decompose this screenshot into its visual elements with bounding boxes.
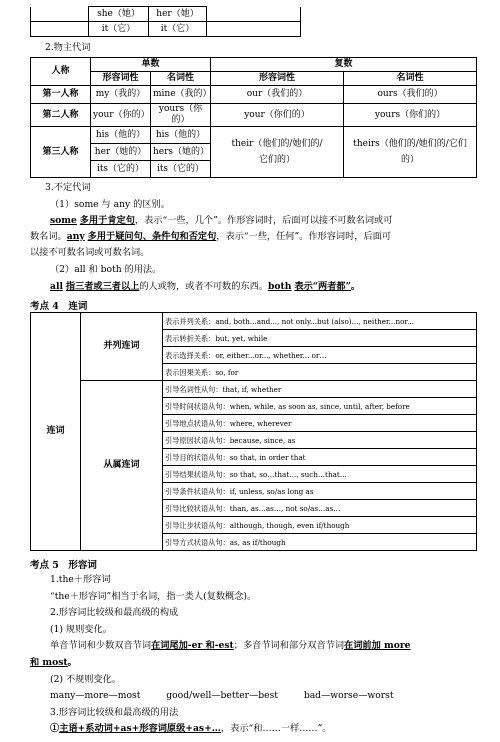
emphasis: 主语+系动词+as+形容词原级+as+… [59,723,221,734]
paragraph [50,689,480,702]
possessive-pronoun-table [30,57,477,178]
cell: its（它的） [91,161,151,178]
conj-row: 引导原因状语从句：because, since, as [163,432,477,449]
section-title: 2.物主代词 [45,42,91,53]
cell: our（我们的） [211,86,344,104]
cell: ours（我们的） [344,86,477,104]
conj-row: 引导让步状语从句：although, though, even if/though [163,517,477,534]
pronoun-table-fragment [30,6,301,37]
header-singular: 单数 [91,58,211,72]
paragraph [50,722,480,735]
cell: her（她） [149,7,207,22]
header-adj: 形容词性 [211,72,344,86]
cell: her（她的） [91,144,151,161]
cell-line: 它们的） [259,155,296,165]
paragraph [50,639,480,652]
conj-row: 表示并列关系：and, both...and..., not only...but (also)..., neither...nor... [163,313,477,330]
cell: his（他的） [151,127,211,144]
emphasis: 和 most [30,657,68,668]
conj-row: 引导名词性从句：that, if, whether [163,381,477,398]
cell: his（他的） [91,127,151,144]
conj-row: 引导方式状语从句：as, as if/though [163,534,477,551]
paragraph [30,656,480,669]
conjunction-table [30,312,477,551]
text: ，表示“一些，几个”。作形容词时，后面可以接不可数名词或可 [134,215,393,226]
emphasis: 在词前加 more [344,640,411,651]
term: both [267,281,292,292]
conj-row: 引导结果状语从句：so that, so…that…, such…that… [163,466,477,483]
emphasis: 在词尾加-er 和-est [151,640,234,651]
cell-line: theirs（他们的/她们的/它们 [353,139,467,149]
paragraph [50,280,480,293]
emphasis: 表示“两者都” [294,281,351,292]
section-title: 3.不定代词 [45,182,91,193]
header-plural: 复数 [211,58,477,72]
row-person: 第三人称 [31,127,91,178]
cell: its（它的） [151,161,211,178]
conj-row: 引导比较状语从句：than, as…as…, not so/as…as… [163,500,477,517]
paragraph: (2) 不规则变化。 [50,674,122,685]
paragraph: “the＋形容词”相当于名词，指一类人(复数概念)。 [50,591,257,602]
paragraph [30,230,480,243]
cell: yours（你们的） [344,104,477,127]
cell-line: 的） [401,155,420,165]
paragraph: (1) 规则变化。 [50,624,112,635]
header-noun: 名词性 [151,72,211,86]
row-person: 第二人称 [31,104,91,127]
cell: my（我的） [91,86,151,104]
conj-row: 表示选择关系：or, either...or..., whether... or… [163,347,477,364]
cell: mine（我的） [151,86,211,104]
term: some [50,215,77,226]
topic-heading: 考点 4 连词 [30,301,88,312]
cell [344,127,477,178]
emphasis: 多用于肯定句 [79,215,135,226]
text: ，表示“一些，任何”。作形容词时，后面可 [216,231,392,242]
cell: she（她） [89,7,149,22]
comparison-example: many—more—most [50,690,141,701]
conj-row: 引导时间状语从句：when, while, as soon as, since, until, after, before [163,398,477,415]
cell: your（你们的） [211,104,344,127]
topic-heading: 考点 5 形容词 [30,560,97,571]
cell: your（你的） [91,104,151,127]
paragraph: 以接不可数名词或可数名词。 [30,247,150,258]
header-noun: 名词性 [344,72,477,86]
text: ① [50,723,60,734]
paragraph: 2.形容词比较级和最高级的构成 [50,607,179,618]
emphasis: 多用于疑问句、条件句和否定句 [87,231,217,242]
text: 。 [350,281,361,292]
conj-row: 引导条件状语从句：if, unless, so/as long as [163,483,477,500]
conj-row: 引导目的状语从句：so that, in order that [163,449,477,466]
comparison-example: good/well—better—best [166,690,278,701]
cell: it（它） [89,22,149,37]
text: ，表示“和……一样……”。 [221,723,332,734]
paragraph: （2）all 和 both 的用法。 [50,264,162,275]
paragraph [50,214,480,227]
text: 单音节词和少数双音节词 [50,640,152,651]
cell: yours（你的） [151,104,211,127]
paragraph: 3.形容词比较级和最高级的用法 [50,707,179,718]
term: any [66,231,85,242]
conj-row: 引导地点状语从句：where, wherever [163,415,477,432]
header-adj: 形容词性 [91,72,151,86]
conj-row: 表示转折关系：but, yet, while [163,330,477,347]
cell [211,127,344,178]
conj-row: 表示因果关系：so, for [163,364,477,381]
text: 的人或物，或者不可数的东西。 [139,281,268,292]
conj-subcategory: 并列连词 [81,313,163,381]
paragraph: （1）some 与 any 的区别。 [50,199,170,210]
paragraph: 1.the＋形容词 [50,574,111,585]
term: all [50,281,63,292]
header-person: 人称 [31,58,91,86]
text: ；多音节词和部分双音节词 [233,640,345,651]
row-person: 第一人称 [31,86,91,104]
text: 。 [67,657,77,668]
emphasis: 指三者或三者以上 [65,281,140,292]
cell: hers（她的） [151,144,211,161]
text: 数名词。 [30,231,67,242]
cell: it（它） [149,22,207,37]
conj-category: 连词 [31,313,81,551]
conj-subcategory: 从属连词 [81,381,163,551]
cell-line: their（他们的/她们的/ [231,139,323,149]
comparison-example: bad—worse—worst [303,690,394,701]
